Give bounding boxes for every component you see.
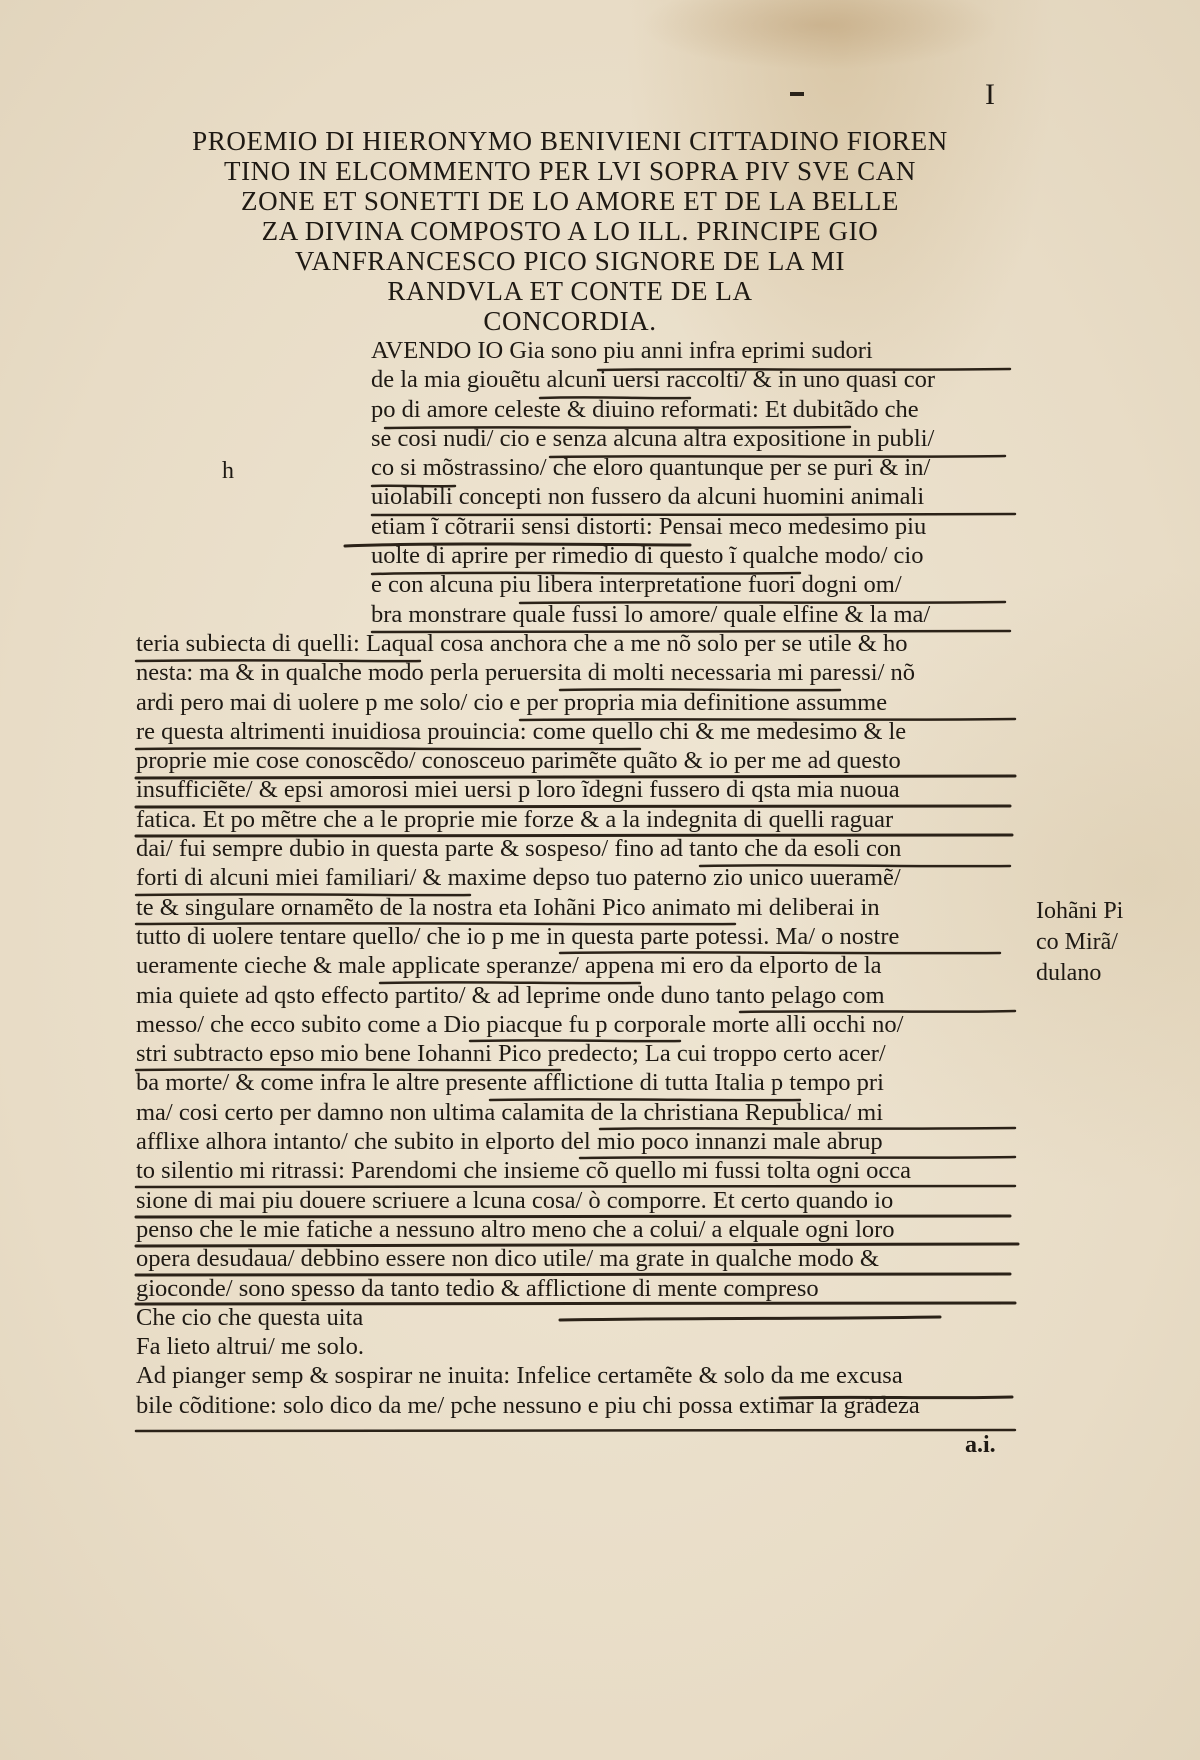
body-line: te & singulare ornamẽto de la nostra eta Iohãni Pico animato mi deliberai in [136, 893, 880, 921]
printer-mark [790, 92, 804, 96]
body-line: co si mõstrassino/ che eloro quantunque per se puri & in/ [371, 454, 931, 482]
body-line: gioconde/ sono spesso da tanto tedio & afflictione di mente compreso [136, 1274, 819, 1302]
body-line: penso che le mie fatiche a nessuno altro meno che a colui/ a elquale ogni loro [136, 1215, 895, 1243]
body-line: ba morte/ & come infra le altre presente afflictione di tutta Italia p tempo pri [136, 1069, 884, 1097]
folio-number: I [985, 78, 995, 111]
margin-note-line: co Mirã/ [1036, 929, 1118, 955]
body-line: insufficiẽte/ & epsi amorosi miei uersi p loro ĩdegni fussero di qsta mia nuoua [136, 776, 900, 804]
body-line: dai/ fui sempre dubio in questa parte & sospeso/ fino ad tanto che da esoli con [136, 835, 902, 863]
margin-note-line: dulano [1036, 960, 1102, 986]
body-line: Fa lieto altrui/ me solo. [136, 1333, 364, 1361]
proem-heading [130, 126, 1010, 336]
margin-note-line: Iohãni Pi [1036, 898, 1124, 924]
body-line: etiam ĩ cõtrarii sensi distorti: Pensai meco medesimo piu [371, 512, 927, 540]
margin-note [1036, 896, 1123, 989]
body-line: mia quiete ad qsto effecto partito/ & ad leprime onde duno tanto pelago com [136, 981, 885, 1009]
side-mark: h [222, 458, 234, 484]
body-line: proprie mie cose conoscẽdo/ conosceuo parimẽte quãto & io per me ad questo [136, 747, 901, 775]
body-line: to silentio mi ritrassi: Parendomi che insieme cõ quello mi fussi tolta ogni occa [136, 1157, 912, 1185]
body-line: e con alcuna piu libera interpretatione fuori dogni om/ [371, 571, 902, 599]
body-line: fatica. Et po mẽtre che a le proprie mie forze & a la indegnita di quelli raguar [136, 805, 894, 833]
body-line: stri subtracto epso mio bene Iohanni Pico predecto; La cui troppo certo acer/ [136, 1040, 886, 1068]
heading-line: TINO IN ELCOMMENTO PER LVI SOPRA PIV SVE CAN [224, 156, 916, 186]
heading-line: ZONE ET SONETTI DE LO AMORE ET DE LA BELLE [241, 186, 899, 216]
body-line: opera desudaua/ debbino essere non dico utile/ ma grate in qualche modo & [136, 1245, 879, 1273]
body-line: bra monstrare quale fussi lo amore/ quale elfine & la ma/ [371, 600, 931, 628]
proem-body [136, 336, 1016, 1420]
heading-line: ZA DIVINA COMPOSTO A LO ILL. PRINCIPE GIO [261, 216, 879, 246]
body-line: AVENDO IO Gia sono piu anni infra eprimi sudori [371, 337, 873, 364]
signature-mark: a.i. [965, 1432, 996, 1458]
water-stain [640, 0, 1000, 70]
body-line: re questa altrimenti inuidiosa prouincia: come quello chi & me medesimo & le [136, 717, 907, 745]
body-line: se cosi nudi/ cio e senza alcuna altra expositione in publi/ [371, 424, 935, 452]
body-line: bile cõditione: solo dico da me/ pche nessuno e piu chi possa extimar la grãdeza [136, 1391, 920, 1419]
body-line: Ad pianger semp & sospirar ne inuita: Infelice certamẽte & solo da me excusa [136, 1362, 903, 1390]
heading-line: CONCORDIA. [483, 306, 657, 336]
body-line: Che cio che questa uita [136, 1303, 364, 1331]
body-line: tutto di uolere tentare quello/ che io p me in questa parte potessi. Ma/ o nostre [136, 922, 900, 950]
body-line: uiolabili concepti non fussero da alcuni huomini animali [371, 483, 925, 511]
body-line: forti di alcuni miei familiari/ & maxime depso tuo paterno zio unico uueramẽ/ [136, 864, 901, 892]
body-line: po di amore celeste & diuino reformati: Et dubitãdo che [371, 395, 919, 423]
body-line: ardi pero mai di uolere p me solo/ cio e per propria mia definitione assumme [136, 688, 888, 716]
body-line: ueramente cieche & male applicate speranze/ appena mi ero da elporto de la [136, 952, 882, 980]
heading-line: PROEMIO DI HIERONYMO BENIVIENI CITTADINO FIOREN [192, 126, 948, 156]
heading-line: RANDVLA ET CONTE DE LA [387, 276, 753, 306]
body-line: de la mia giouẽtu alcuni uersi raccolti/ & in uno quasi cor [371, 366, 936, 394]
body-line: messo/ che ecco subito come a Dio piacque fu p corporale morte alli occhi no/ [136, 1010, 904, 1038]
body-line: teria subiecta di quelli: Laqual cosa anchora che a me nõ solo per se utile & ho [136, 629, 908, 657]
body-line: sione di mai piu douere scriuere a lcuna cosa/ ò comporre. Et certo quando io [136, 1186, 894, 1214]
body-line: uolte di aprire per rimedio di questo ĩ qualche modo/ cio [371, 542, 924, 570]
body-line: ma/ cosi certo per damno non ultima calamita de la christiana Republica/ mi [136, 1098, 883, 1126]
body-line: nesta: ma & in qualche modo perla peruersita di molti necessaria mi paressi/ nõ [136, 659, 915, 687]
heading-line: VANFRANCESCO PICO SIGNORE DE LA MI [294, 246, 846, 276]
ink-underline [136, 1430, 1015, 1431]
body-line: afflixe alhora intanto/ che subito in elporto del mio poco innanzi male abrup [136, 1128, 883, 1156]
